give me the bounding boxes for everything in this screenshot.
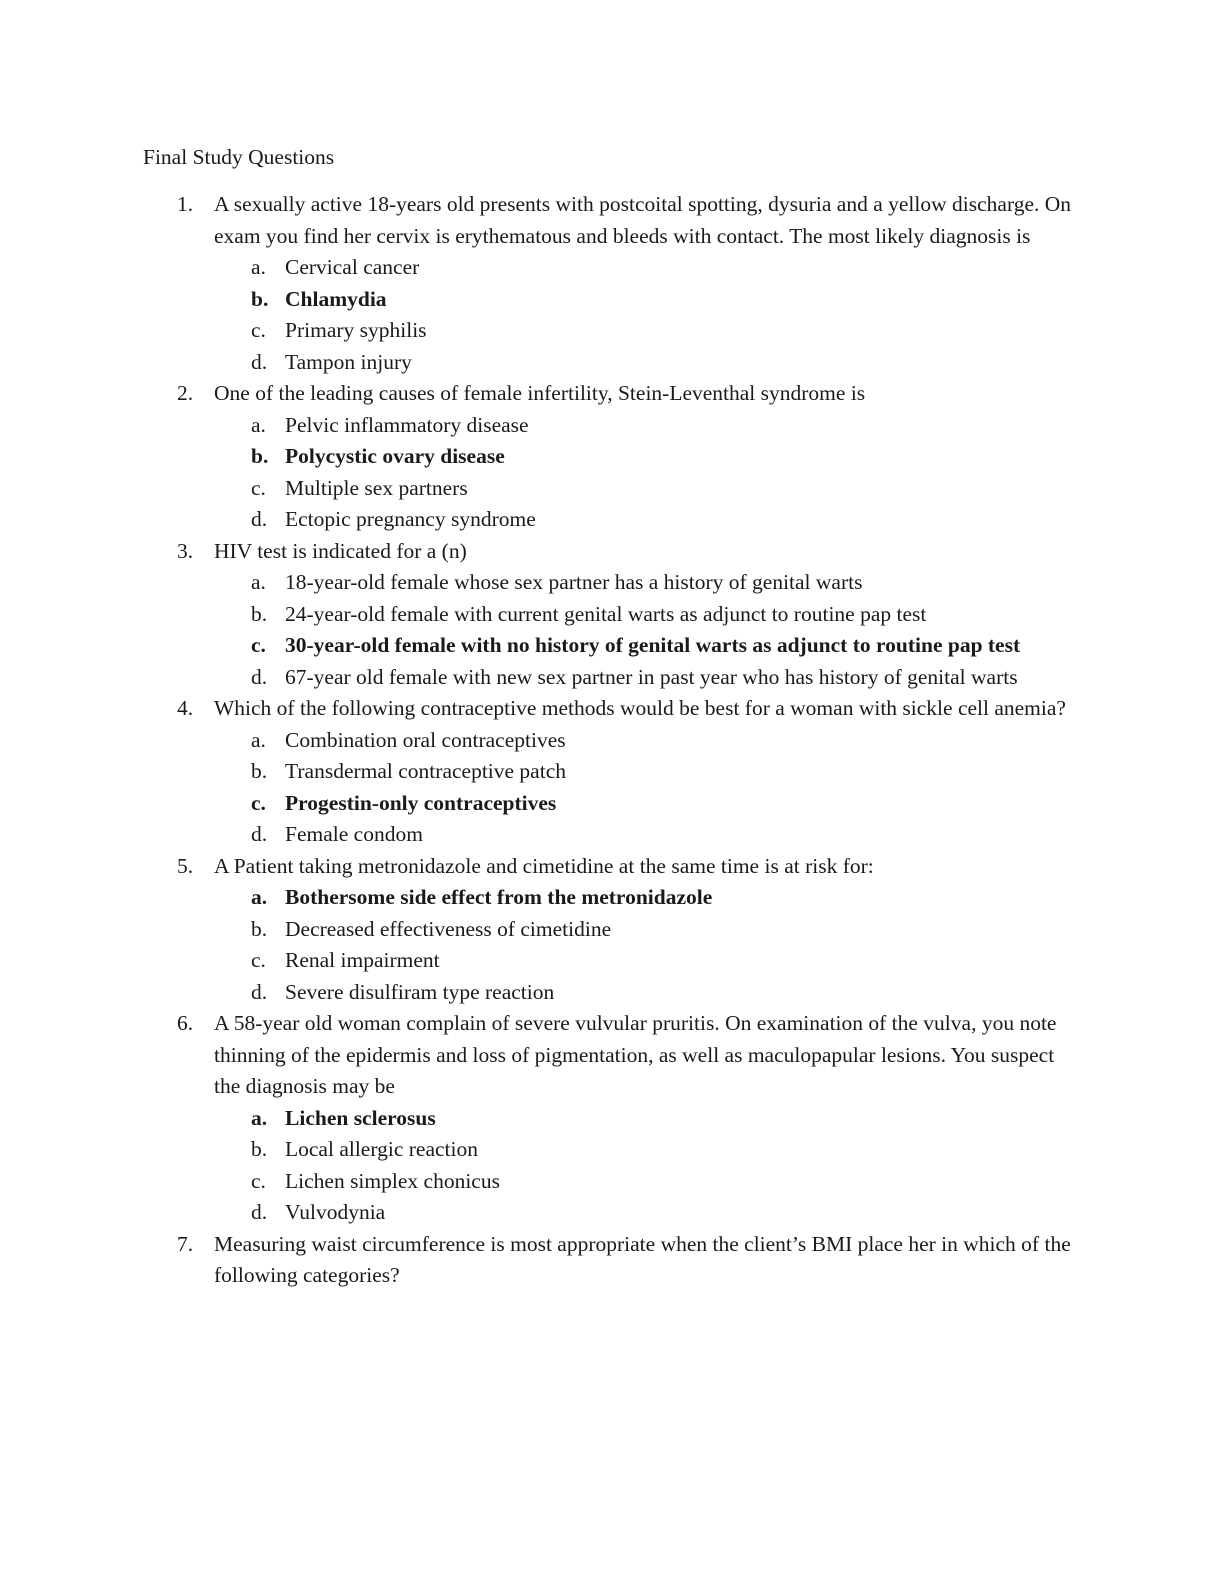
question-text: One of the leading causes of female infertility, Stein-Leventhal syndrome is	[214, 381, 866, 405]
option-text: Severe disulfiram type reaction	[285, 979, 555, 1004]
option-letter: a.	[251, 727, 266, 752]
question-text: Measuring waist circumference is most appropriate when the client’s BMI place her in which of the following categories?	[214, 1231, 1071, 1287]
option-letter: c.	[251, 633, 266, 657]
option-text: 67-year old female with new sex partner in past year who has history of genital warts	[285, 664, 1018, 689]
question-number: 1.	[177, 192, 194, 216]
question-text: A sexually active 18-years old presents with postcoital spotting, dysuria and a yellow discharge. On exam you find her cervix is erythematous and bleeds with contact. The most likely diagnosis is	[214, 192, 1072, 248]
option-letter: c.	[251, 318, 266, 342]
answer-option-correct	[214, 1103, 1083, 1135]
option-letter: b.	[251, 916, 268, 941]
question-item	[143, 1008, 1083, 1229]
page-title: Final Study Questions	[143, 145, 335, 169]
question-text: A Patient taking metronidazole and cimetidine at the same time is at risk for:	[214, 853, 874, 878]
answer-option	[214, 977, 1083, 1009]
option-letter: c.	[251, 1168, 266, 1193]
option-text: 18-year-old female whose sex partner has a history of genital warts	[285, 570, 863, 594]
option-text: Chlamydia	[285, 286, 387, 311]
question-item	[143, 851, 1083, 1009]
answer-option	[214, 504, 1083, 536]
question-number: 6.	[177, 1011, 194, 1035]
answer-option	[214, 315, 1083, 347]
option-letter: b.	[251, 601, 268, 626]
question-text: HIV test is indicated for a (n)	[214, 538, 467, 563]
answer-option	[214, 410, 1083, 442]
option-text: Decreased effectiveness of cimetidine	[285, 916, 612, 941]
option-text: Polycystic ovary disease	[285, 444, 505, 468]
answer-option-correct	[214, 441, 1083, 473]
question-text: Which of the following contraceptive methods would be best for a woman with sickle cell anemia?	[214, 696, 1066, 720]
option-letter: d.	[251, 1200, 268, 1224]
answer-option	[214, 599, 1083, 631]
answer-options	[214, 567, 1083, 693]
option-text: Lichen sclerosus	[285, 1105, 436, 1130]
answer-option-correct	[214, 882, 1083, 914]
option-text: Vulvodynia	[285, 1200, 386, 1224]
option-letter: a.	[251, 255, 266, 279]
answer-option	[214, 347, 1083, 379]
answer-option	[214, 725, 1083, 757]
question-list	[143, 189, 1083, 1292]
question-number: 4.	[177, 696, 194, 720]
answer-option	[214, 945, 1083, 977]
question-item	[143, 536, 1083, 694]
option-text: Transdermal contraceptive patch	[285, 759, 566, 783]
question-item	[143, 189, 1083, 378]
answer-option	[214, 1197, 1083, 1229]
option-text: 30-year-old female with no history of genital warts as adjunct to routine pap test	[285, 633, 1021, 657]
option-text: Local allergic reaction	[285, 1137, 478, 1161]
answer-options	[214, 882, 1083, 1008]
option-letter: a.	[251, 885, 268, 909]
option-letter: d.	[251, 979, 268, 1004]
question-item	[143, 693, 1083, 851]
answer-options	[214, 252, 1083, 378]
answer-option	[214, 756, 1083, 788]
option-letter: a.	[251, 570, 266, 594]
option-text: Pelvic inflammatory disease	[285, 412, 529, 437]
option-letter: d.	[251, 507, 268, 531]
option-text: Renal impairment	[285, 948, 440, 972]
option-text: Ectopic pregnancy syndrome	[285, 507, 536, 531]
option-text: 24-year-old female with current genital warts as adjunct to routine pap test	[285, 601, 927, 626]
option-letter: b.	[251, 286, 269, 311]
option-text: Cervical cancer	[285, 255, 420, 279]
option-text: Progestin-only contraceptives	[285, 790, 557, 815]
option-letter: b.	[251, 1137, 268, 1161]
question-number: 3.	[177, 538, 194, 563]
answer-option-correct	[214, 630, 1083, 662]
answer-option	[214, 914, 1083, 946]
option-text: Multiple sex partners	[285, 475, 468, 500]
answer-option	[214, 473, 1083, 505]
answer-option	[214, 567, 1083, 599]
option-letter: a.	[251, 412, 266, 437]
answer-option-correct	[214, 788, 1083, 820]
option-letter: c.	[251, 475, 266, 500]
answer-option	[214, 252, 1083, 284]
answer-option	[214, 1166, 1083, 1198]
option-letter: a.	[251, 1105, 268, 1130]
question-number: 5.	[177, 853, 194, 878]
answer-option	[214, 1134, 1083, 1166]
question-item	[143, 1229, 1083, 1292]
option-text: Lichen simplex chonicus	[285, 1168, 500, 1193]
question-number: 2.	[177, 381, 194, 405]
option-text: Tampon injury	[285, 349, 412, 374]
option-letter: b.	[251, 444, 269, 468]
option-text: Bothersome side effect from the metronidazole	[285, 885, 713, 909]
option-letter: d.	[251, 349, 268, 374]
answer-options	[214, 1103, 1083, 1229]
answer-options	[214, 410, 1083, 536]
option-letter: d.	[251, 822, 268, 846]
option-text: Combination oral contraceptives	[285, 727, 566, 752]
question-item	[143, 378, 1083, 536]
answer-option-correct	[214, 284, 1083, 316]
option-letter: d.	[251, 664, 268, 689]
question-number: 7.	[177, 1231, 194, 1256]
answer-option	[214, 662, 1083, 694]
answer-options	[214, 725, 1083, 851]
option-letter: c.	[251, 790, 266, 815]
option-text: Female condom	[285, 822, 423, 846]
answer-option	[214, 819, 1083, 851]
option-text: Primary syphilis	[285, 318, 427, 342]
option-letter: c.	[251, 948, 266, 972]
option-letter: b.	[251, 759, 268, 783]
question-text: A 58-year old woman complain of severe vulvular pruritis. On examination of the vulva, you note thinning of the epidermis and loss of pigmentation, as well as maculopapular lesions. You suspect the diagnosis may be	[214, 1011, 1057, 1098]
